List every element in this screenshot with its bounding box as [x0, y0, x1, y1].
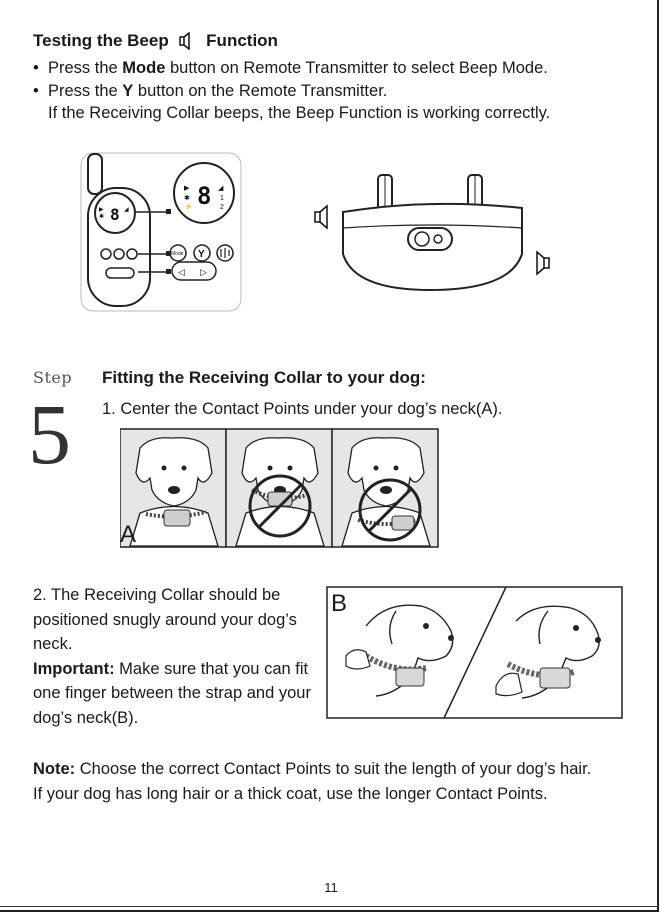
note-text: Choose the correct Contact Points to suit the length of your dog’s hair. If your dog has long hair or a thick coat, use the longer Contact Points. [33, 760, 592, 803]
svg-text:1: 1 [220, 195, 224, 202]
title-after: Function [206, 31, 278, 50]
beep-icon-right [537, 252, 549, 274]
step-word: Step [33, 368, 73, 387]
step-title: Fitting the Receiving Collar to your dog: [102, 368, 426, 387]
svg-text:⚡: ⚡ [184, 204, 193, 211]
svg-text:▶: ▶ [99, 207, 104, 213]
step-number: 5 [28, 386, 71, 482]
figure-b-label: B [331, 590, 348, 617]
figure-b-collar-fit [326, 586, 624, 720]
beep-icon-left [315, 206, 327, 228]
bullet-2-post: button on the Remote Transmitter. [133, 81, 388, 100]
note-paragraph [33, 757, 593, 806]
instruction-list [33, 57, 550, 125]
important-label: Important: [33, 659, 115, 678]
bullet-2-continuation: If the Receiving Collar beeps, the Beep Function is working correctly. [48, 104, 551, 122]
instruction-1: 1. Center the Contact Points under your dog’s neck(A). [102, 400, 503, 418]
instruction-2-text: 2. The Receiving Collar should be positioned snugly around your dog’s neck. [33, 586, 297, 653]
figure-a-label: A [120, 521, 137, 548]
bullet-1-pre: Press the [48, 59, 123, 77]
svg-text:▷: ▷ [200, 267, 207, 277]
bullet-1: • Press the Mode button on Remote Transmitter to select Beep Mode. [33, 59, 548, 77]
small-display-digit: 8 [110, 205, 120, 224]
transmitter-illustration [80, 150, 245, 315]
svg-text:2: 2 [220, 204, 224, 211]
bottom-rule [0, 906, 659, 907]
y-word: Y [122, 81, 134, 100]
large-display-digit: 8 [197, 182, 212, 210]
title-before: Testing the Beep [33, 31, 169, 50]
svg-text:✱: ✱ [184, 195, 190, 202]
y-button-label: Y [198, 249, 205, 260]
svg-text:◢: ◢ [218, 185, 224, 192]
svg-text:✱: ✱ [99, 214, 105, 220]
mode-word: Mode [122, 59, 166, 77]
beep-icon [177, 32, 195, 50]
page-number: 11 [324, 880, 338, 895]
mode-button-label: Mode [171, 251, 184, 257]
bullet-2: • Press the Y button on the Remote Transmitter. [33, 81, 388, 100]
section-title [33, 31, 278, 52]
figure-a-dog-panels [120, 428, 440, 550]
svg-text:◢: ◢ [124, 207, 129, 213]
instruction-2 [33, 583, 323, 730]
bullet-2-pre: Press the [48, 81, 123, 100]
note-label: Note: [33, 760, 76, 778]
bullet-1-post: button on Remote Transmitter to select Beep Mode. [165, 59, 548, 77]
svg-text:◁: ◁ [178, 267, 185, 277]
collar-receiver-illustration [310, 170, 555, 300]
important-text: Make sure that you can fit one finger between the strap and your dog’s neck(B). [33, 659, 311, 727]
svg-text:▶: ▶ [184, 185, 190, 192]
